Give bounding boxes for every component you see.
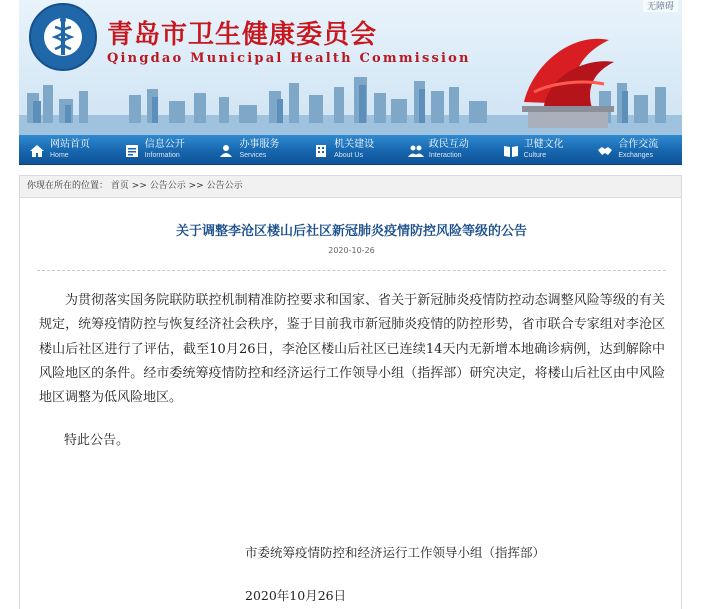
nav-item-label-en: Information	[144, 152, 180, 159]
nav-item-label: 办事服务	[239, 139, 280, 150]
breadcrumb-notice-link[interactable]: 公告公示	[149, 181, 186, 191]
site-logo[interactable]	[29, 3, 97, 71]
article-title: 关于调整李沧区楼山后社区新冠肺炎疫情防控风险等级的公告	[175, 224, 527, 239]
handshake-icon	[597, 143, 613, 157]
people-icon	[408, 143, 424, 157]
accessibility-link[interactable]: 无障碍	[643, 0, 678, 12]
nav-item-5[interactable]	[493, 135, 588, 164]
signature-organization: 市委统筹疫情防控和经济运行工作领导小组（指挥部）	[245, 545, 546, 560]
nav-item-label: 合作交流	[618, 139, 659, 150]
document-icon	[124, 143, 140, 157]
article-closing: 特此公告。	[64, 433, 130, 448]
site-title: 青岛市卫生健康委员会	[107, 20, 378, 50]
home-icon	[29, 143, 45, 157]
breadcrumb-prefix: 你现在所在的位置：	[27, 181, 109, 191]
breadcrumb-home-link[interactable]: 首页	[110, 181, 129, 191]
nav-item-text	[239, 140, 279, 159]
article-date: 2020-10-26	[328, 246, 375, 255]
book-icon	[503, 143, 519, 157]
nav-item-text	[334, 140, 374, 159]
nav-item-text	[618, 140, 658, 159]
building-icon	[313, 143, 329, 157]
nav-item-label: 卫健文化	[523, 139, 564, 150]
nav-item-0[interactable]	[19, 135, 114, 164]
nav-item-text	[429, 140, 469, 159]
site-subtitle: Qingdao Municipal Health Commission	[107, 51, 471, 66]
breadcrumb-separator: >>	[131, 181, 147, 191]
may-wind-sculpture-image	[514, 22, 624, 130]
nav-item-3[interactable]	[303, 135, 398, 164]
main-nav	[19, 135, 682, 165]
article-container	[19, 198, 682, 609]
nav-item-label: 政民互动	[428, 139, 469, 150]
nav-item-text	[145, 140, 185, 159]
title-divider	[37, 270, 666, 271]
signature-date: 2020年10月26日	[245, 588, 347, 603]
nav-item-text	[524, 140, 564, 159]
article-body: 为贯彻落实国务院联防联控机制精准防控要求和国家、省关于新冠肺炎疫情防控动态调整风险等级的有关规定，统筹疫情防控与恢复经济社会秩序，鉴于目前我市新冠肺炎疫情的防控形势，省市联合专家组对李沧区楼山后社区进行了评估，截至10月26日，李沧区楼山后社区已连续14天内无新增本地确诊病例，达到解除中风险地区的条件。经市委统筹疫情防控和经济运行工作领导小组（指挥部）研究决定，将楼山后社区由中风险地区调整为低风险地区。	[39, 293, 665, 406]
nav-item-label-en: Services	[239, 152, 267, 159]
nav-item-text	[50, 140, 90, 159]
breadcrumb-separator: >>	[188, 181, 204, 191]
breadcrumb	[19, 175, 682, 198]
nav-item-label: 信息公开	[144, 139, 185, 150]
nav-item-label-en: Culture	[523, 152, 547, 159]
nav-item-2[interactable]	[208, 135, 303, 164]
site-banner	[19, 0, 682, 135]
nav-item-label: 网站首页	[50, 139, 90, 150]
nav-item-1[interactable]	[114, 135, 209, 164]
caduceus-icon	[31, 5, 95, 69]
nav-item-label-en: About Us	[334, 152, 363, 159]
nav-item-6[interactable]	[587, 135, 682, 164]
nav-item-label-en: Exchanges	[618, 152, 653, 159]
person-icon	[218, 143, 234, 157]
breadcrumb-current-link[interactable]: 公告公示	[206, 181, 243, 191]
nav-item-4[interactable]	[398, 135, 493, 164]
nav-item-label-en: Home	[50, 152, 69, 159]
nav-item-label: 机关建设	[334, 139, 375, 150]
nav-item-label-en: Interaction	[428, 152, 462, 159]
